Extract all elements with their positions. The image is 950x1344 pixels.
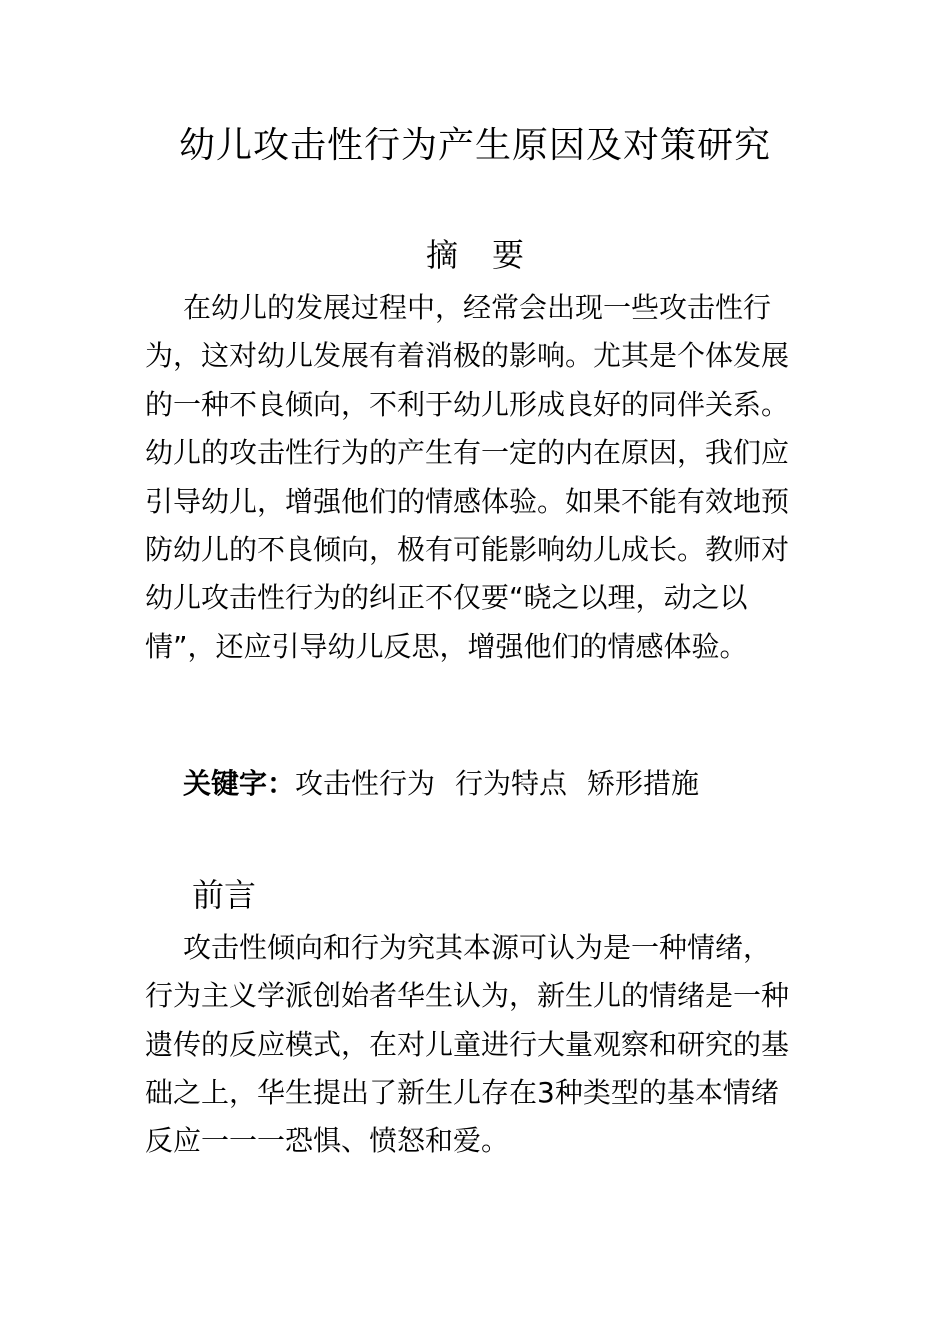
abstract-heading-char: 摘 [425,236,458,274]
keywords-label: 关键字： [183,767,296,800]
keyword-item: 攻击性行为 [295,767,436,800]
keyword-item: 行为特点 [455,767,568,800]
keywords-line [145,764,795,804]
keyword-item: 矫形措施 [587,767,700,800]
abstract-heading [0,234,950,276]
document-title: 幼儿攻击性行为产生原因及对策研究 [178,125,771,166]
abstract-heading-char: 要 [492,236,525,274]
abstract-body: 在幼儿的发展过程中，经常会出现一些攻击性行为，这对幼儿发展有着消极的影响。尤其是个体发展的一种不良倾向，不利于幼儿形成良好的同伴关系。幼儿的攻击性行为的产生有一定的内在原因，我们应引导幼儿，增强他们的情感体验。如果不能有效地预防幼儿的不良倾向，极有可能影响幼儿成长。教师对幼儿攻击性行为的纠正不仅要“晓之以理，动之以情”，还应引导幼儿反思，增强他们的情感体验。 [145,291,790,663]
preface-body: 攻击性倾向和行为究其本源可认为是一种情绪，行为主义学派创始者华生认为，新生儿的情绪是一种遗传的反应模式，在对儿童进行大量观察和研究的基础之上，华生提出了新生儿存在3种类型的基本情绪反应一一一恐惧、愤怒和爱。 [145,931,790,1158]
preface-heading: 前言 [192,876,257,914]
